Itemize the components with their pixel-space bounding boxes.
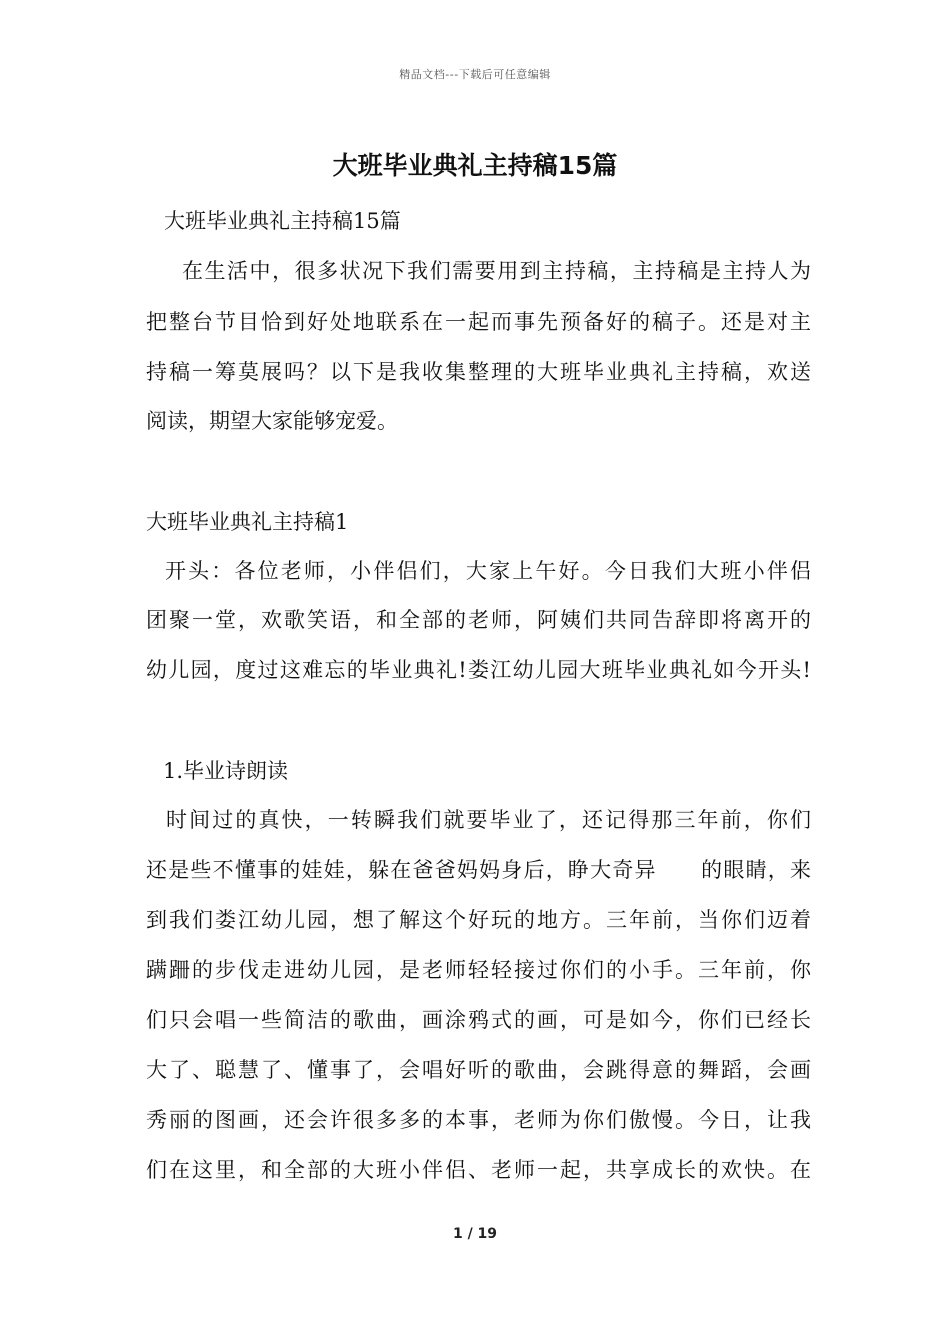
paragraph-line: 幼儿园，度过这难忘的毕业典礼!娄江幼儿园大班毕业典礼如今开头!	[146, 658, 811, 682]
paragraph-line: 到我们娄江幼儿园，想了解这个好玩的地方。三年前，当你们迈着	[146, 908, 811, 932]
paragraph-line: 们只会唱一些简洁的歌曲，画涂鸦式的画，可是如今，你们已经长	[146, 1008, 811, 1032]
paragraph-line: 们在这里，和全部的大班小伴侣、老师一起，共享成长的欢快。在	[146, 1158, 811, 1182]
header-note: 精品文档---下载后可任意编辑	[399, 68, 551, 81]
document-title: 大班毕业典礼主持稿15篇	[332, 151, 618, 180]
subsection-heading: 1.毕业诗朗读	[163, 759, 289, 783]
paragraph-line: 秀丽的图画，还会许很多多的本事，老师为你们傲慢。今日，让我	[146, 1108, 811, 1132]
paragraph-line: 团聚一堂，欢歌笑语，和全部的老师，阿姨们共同告辞即将离开的	[146, 608, 811, 632]
section-heading: 大班毕业典礼主持稿1	[146, 510, 349, 534]
intro-line: 把整台节目恰到好处地联系在一起而事先预备好的稿子。还是对主	[146, 310, 811, 334]
document-subtitle: 大班毕业典礼主持稿15篇	[164, 209, 401, 233]
intro-line: 阅读，期望大家能够宠爱。	[146, 409, 398, 433]
paragraph-line: 大了、聪慧了、懂事了，会唱好听的歌曲，会跳得意的舞蹈，会画	[146, 1058, 811, 1082]
paragraph-line: 时间过的真快，一转瞬我们就要毕业了，还记得那三年前，你们	[166, 808, 811, 832]
intro-line: 持稿一筹莫展吗？以下是我收集整理的大班毕业典礼主持稿，欢送	[146, 360, 811, 384]
paragraph-line: 蹒跚的步伐走进幼儿园，是老师轻轻接过你们的小手。三年前，你	[146, 958, 811, 982]
paragraph-line: 开头：各位老师，小伴侣们，大家上午好。今日我们大班小伴侣	[165, 559, 811, 583]
intro-line: 在生活中，很多状况下我们需要用到主持稿，主持稿是主持人为	[182, 259, 811, 283]
paragraph-line: 还是些不懂事的娃娃，躲在爸爸妈妈身后，睁大奇异 的眼睛，来	[146, 858, 811, 882]
page-number: 1 / 19	[452, 1226, 498, 1242]
